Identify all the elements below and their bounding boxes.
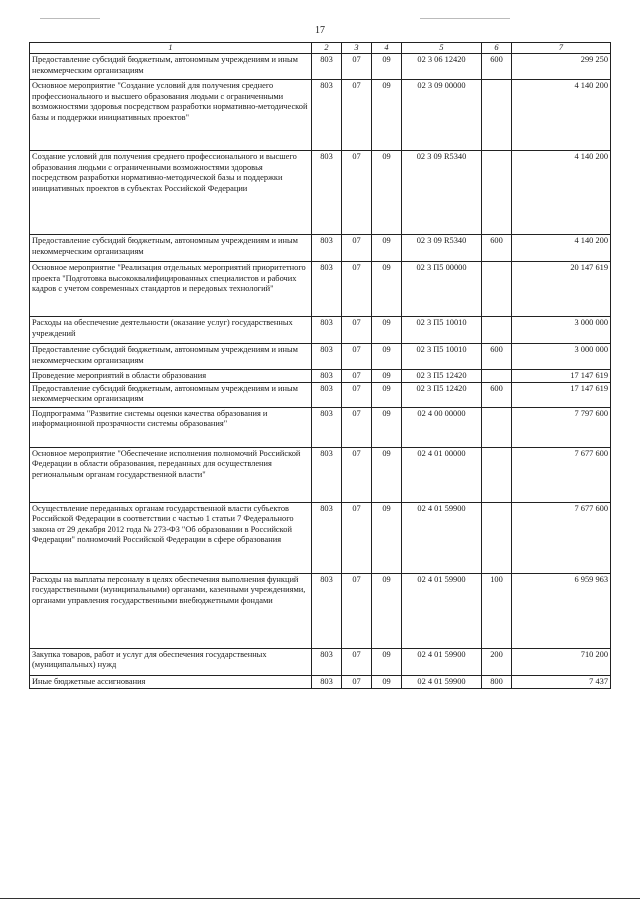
column-header: 5 — [402, 43, 482, 54]
row-amount: 4 140 200 — [512, 80, 611, 151]
row-code-expense-type: 600 — [482, 54, 512, 80]
row-code-subsection: 09 — [372, 675, 402, 688]
column-header: 3 — [342, 43, 372, 54]
row-name: Осуществление переданных органам государственной власти субъектов Российской Федерации в соответствии с частью 1 статьи 7 Федерального закона от 29 декабря 2012 года № 273-ФЗ "Об образовании в Российской Федерации" полномочий Российской Федерации в сфере образования — [30, 502, 312, 573]
row-name: Расходы на обеспечение деятельности (оказание услуг) государственных учреждений — [30, 317, 312, 344]
header-row — [30, 43, 611, 54]
table-row — [30, 235, 611, 262]
table-row — [30, 502, 611, 573]
row-code-subsection: 09 — [372, 382, 402, 407]
row-code-subsection: 09 — [372, 235, 402, 262]
row-code-admin: 803 — [312, 447, 342, 502]
row-code-admin: 803 — [312, 344, 342, 370]
row-code-target: 02 3 П5 10010 — [402, 317, 482, 344]
row-code-admin: 803 — [312, 235, 342, 262]
row-code-section: 07 — [342, 382, 372, 407]
row-amount: 299 250 — [512, 54, 611, 80]
row-name: Закупка товаров, работ и услуг для обеспечения государственных (муниципальных) нужд — [30, 648, 312, 675]
row-code-expense-type — [482, 80, 512, 151]
row-name: Создание условий для получения среднего профессионального и высшего образования людьми с ограниченными возможностями здоровья посредством разработки нормативно-методической базы и поддержки инициативных проектов в субъектах Российской Федерации — [30, 151, 312, 235]
row-code-expense-type: 600 — [482, 344, 512, 370]
table-row — [30, 675, 611, 688]
row-code-target: 02 4 01 59900 — [402, 648, 482, 675]
row-code-target: 02 3 09 R5340 — [402, 151, 482, 235]
row-code-admin: 803 — [312, 573, 342, 648]
row-amount: 20 147 619 — [512, 262, 611, 317]
column-header: 4 — [372, 43, 402, 54]
row-code-section: 07 — [342, 151, 372, 235]
row-amount: 17 147 619 — [512, 370, 611, 383]
row-code-target: 02 3 П5 00000 — [402, 262, 482, 317]
row-code-target: 02 4 01 59900 — [402, 675, 482, 688]
bottom-edge-line — [0, 898, 640, 899]
row-amount: 7 797 600 — [512, 407, 611, 447]
row-code-section: 07 — [342, 648, 372, 675]
row-code-admin: 803 — [312, 648, 342, 675]
row-code-target: 02 3 П5 12420 — [402, 370, 482, 383]
page-number: 17 — [315, 25, 325, 36]
row-code-section: 07 — [342, 262, 372, 317]
row-code-target: 02 3 П5 12420 — [402, 382, 482, 407]
scan-artifact — [420, 18, 510, 19]
table-row — [30, 382, 611, 407]
table-row — [30, 317, 611, 344]
row-name: Иные бюджетные ассигнования — [30, 675, 312, 688]
column-header: 6 — [482, 43, 512, 54]
row-code-subsection: 09 — [372, 54, 402, 80]
row-name: Расходы на выплаты персоналу в целях обеспечения выполнения функций государственными (муниципальными) органами, казенными учреждениями, органами управления государственными внебюджетными фондами — [30, 573, 312, 648]
row-code-expense-type: 800 — [482, 675, 512, 688]
column-header: 7 — [512, 43, 611, 54]
column-header: 2 — [312, 43, 342, 54]
row-code-section: 07 — [342, 344, 372, 370]
row-code-subsection: 09 — [372, 344, 402, 370]
row-amount: 4 140 200 — [512, 151, 611, 235]
row-amount: 6 959 963 — [512, 573, 611, 648]
row-amount: 4 140 200 — [512, 235, 611, 262]
row-name: Предоставление субсидий бюджетным, автономным учреждениям и иным некоммерческим организациям — [30, 235, 312, 262]
row-code-admin: 803 — [312, 502, 342, 573]
row-code-expense-type — [482, 262, 512, 317]
row-amount: 3 000 000 — [512, 317, 611, 344]
row-code-target: 02 4 01 59900 — [402, 502, 482, 573]
row-code-subsection: 09 — [372, 262, 402, 317]
row-code-admin: 803 — [312, 370, 342, 383]
table-row — [30, 54, 611, 80]
row-code-admin: 803 — [312, 151, 342, 235]
row-code-expense-type — [482, 151, 512, 235]
row-code-section: 07 — [342, 54, 372, 80]
row-code-admin: 803 — [312, 675, 342, 688]
table-row — [30, 262, 611, 317]
scan-artifact — [40, 18, 100, 19]
row-code-section: 07 — [342, 317, 372, 344]
table-row — [30, 370, 611, 383]
row-code-target: 02 3 П5 10010 — [402, 344, 482, 370]
row-amount: 7 677 600 — [512, 447, 611, 502]
row-code-subsection: 09 — [372, 151, 402, 235]
table-row — [30, 648, 611, 675]
row-name: Основное мероприятие "Обеспечение исполнения полномочий Российской Федерации в области образования, переданных для осуществления региональным органам государственной власти" — [30, 447, 312, 502]
row-name: Основное мероприятие "Реализация отдельных мероприятий приоритетного проекта "Подготовка высококвалифицированных специалистов и рабочих кадров с учетом современных стандартов и передовых технологий" — [30, 262, 312, 317]
table-row — [30, 447, 611, 502]
row-code-target: 02 3 09 00000 — [402, 80, 482, 151]
row-code-admin: 803 — [312, 317, 342, 344]
row-code-section: 07 — [342, 447, 372, 502]
table-row — [30, 151, 611, 235]
row-code-target: 02 3 06 12420 — [402, 54, 482, 80]
row-code-target: 02 4 01 00000 — [402, 447, 482, 502]
row-code-subsection: 09 — [372, 317, 402, 344]
row-code-expense-type — [482, 407, 512, 447]
row-name: Подпрограмма "Развитие системы оценки качества образования и информационной прозрачности системы образования" — [30, 407, 312, 447]
row-code-section: 07 — [342, 370, 372, 383]
row-code-subsection: 09 — [372, 370, 402, 383]
row-amount: 7 437 — [512, 675, 611, 688]
row-code-admin: 803 — [312, 54, 342, 80]
row-name: Предоставление субсидий бюджетным, автономным учреждениям и иным некоммерческим организациям — [30, 54, 312, 80]
row-code-target: 02 4 00 00000 — [402, 407, 482, 447]
row-code-subsection: 09 — [372, 502, 402, 573]
row-code-section: 07 — [342, 235, 372, 262]
row-code-section: 07 — [342, 502, 372, 573]
row-amount: 3 000 000 — [512, 344, 611, 370]
row-code-subsection: 09 — [372, 648, 402, 675]
row-code-expense-type: 600 — [482, 382, 512, 407]
row-name: Предоставление субсидий бюджетным, автономным учреждениям и иным некоммерческим организациям — [30, 344, 312, 370]
row-code-admin: 803 — [312, 382, 342, 407]
row-code-section: 07 — [342, 573, 372, 648]
row-name: Проведение мероприятий в области образования — [30, 370, 312, 383]
row-name: Основное мероприятие "Создание условий для получения среднего профессионального и высшего образования людьми с ограниченными возможностями здоровья посредством разработки нормативно-методической базы и поддержки инициативных проектов" — [30, 80, 312, 151]
row-code-section: 07 — [342, 675, 372, 688]
row-code-subsection: 09 — [372, 80, 402, 151]
row-name: Предоставление субсидий бюджетным, автономным учреждениям и иным некоммерческим организациям — [30, 382, 312, 407]
row-amount: 17 147 619 — [512, 382, 611, 407]
row-code-expense-type: 200 — [482, 648, 512, 675]
row-code-expense-type — [482, 502, 512, 573]
row-code-subsection: 09 — [372, 573, 402, 648]
row-code-expense-type — [482, 370, 512, 383]
row-code-expense-type — [482, 317, 512, 344]
row-code-admin: 803 — [312, 262, 342, 317]
row-code-subsection: 09 — [372, 407, 402, 447]
budget-table — [29, 42, 611, 689]
row-code-section: 07 — [342, 407, 372, 447]
row-code-admin: 803 — [312, 80, 342, 151]
row-code-section: 07 — [342, 80, 372, 151]
table-row — [30, 80, 611, 151]
row-code-admin: 803 — [312, 407, 342, 447]
table-row — [30, 344, 611, 370]
row-code-subsection: 09 — [372, 447, 402, 502]
row-code-expense-type: 100 — [482, 573, 512, 648]
table-row — [30, 573, 611, 648]
table-row — [30, 407, 611, 447]
row-amount: 7 677 600 — [512, 502, 611, 573]
column-header: 1 — [30, 43, 312, 54]
row-code-target: 02 4 01 59900 — [402, 573, 482, 648]
row-code-expense-type — [482, 447, 512, 502]
row-amount: 710 200 — [512, 648, 611, 675]
row-code-expense-type: 600 — [482, 235, 512, 262]
row-code-target: 02 3 09 R5340 — [402, 235, 482, 262]
